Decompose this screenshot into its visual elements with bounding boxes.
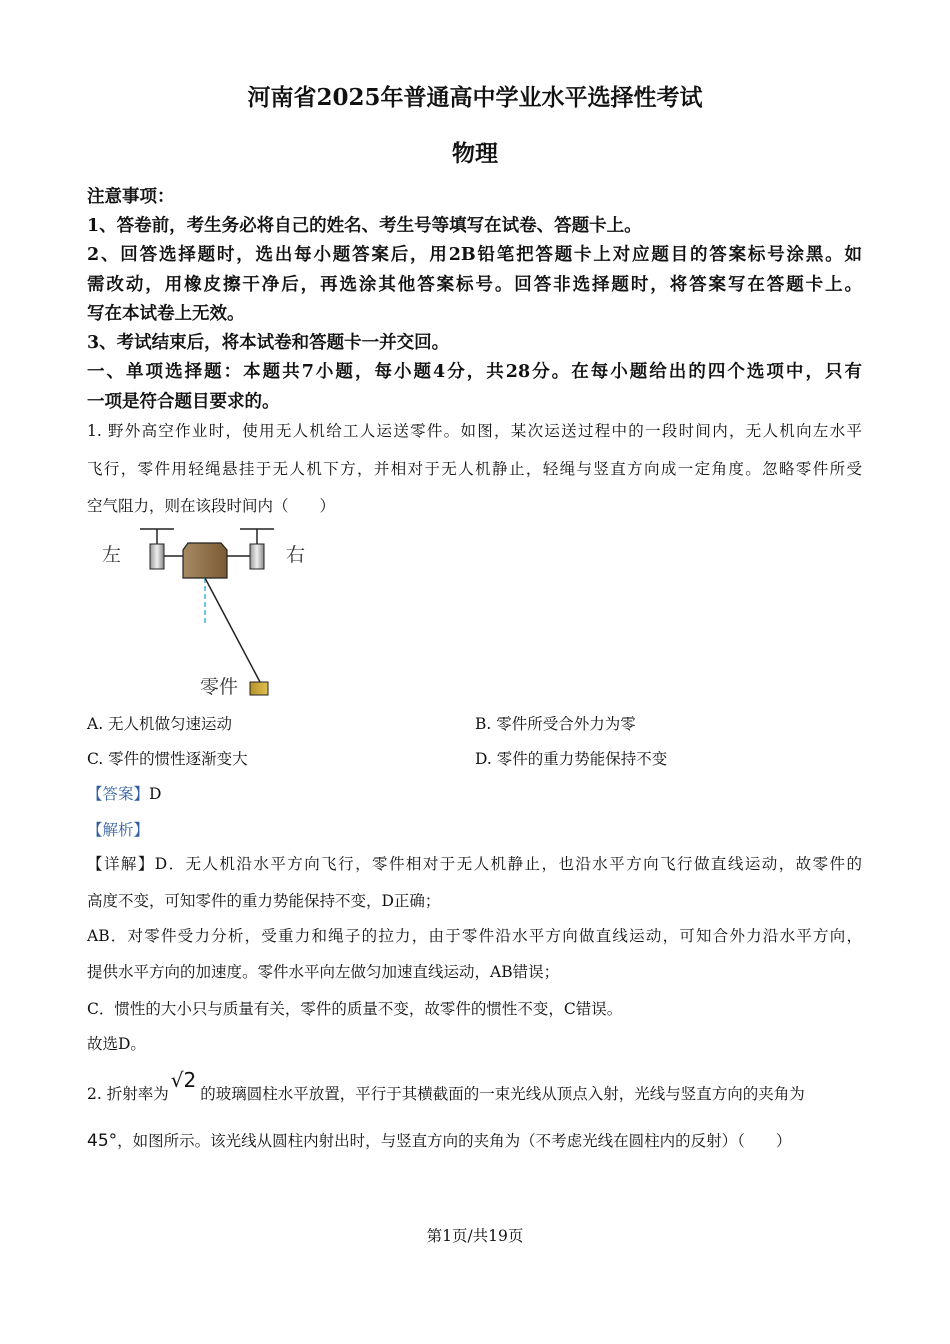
sqrt2: √2	[170, 1068, 197, 1092]
detail-tag: 【详解】	[87, 855, 155, 873]
option-a: A. 无人机做匀速运动	[87, 715, 233, 733]
notice-line: 写在本试卷上无效。	[87, 304, 245, 324]
q2-text: 2. 折射率为	[87, 1085, 169, 1103]
q2-text: ，如图所示。该光线从圆柱内射出时，与竖直方向的夹角为（不考虑光线在圆柱内的反射）（ ）	[117, 1132, 792, 1150]
analysis-tag: 【解析】	[87, 821, 150, 839]
q1-stem: 空气阻力，则在该段时间内（ ）	[87, 497, 336, 515]
section-heading: 一项是符合题目要求的。	[87, 392, 280, 412]
label-left: 左	[102, 544, 122, 566]
detail-line: AB．对零件受力分析，受重力和绳子的拉力，由于零件沿水平方向做直线运动，可知合外力沿水平方向，	[87, 927, 862, 945]
notice-heading: 注意事项：	[87, 187, 175, 207]
q1-stem: 飞行，零件用轻绳悬挂于无人机下方，并相对于无人机静止，轻绳与竖直方向成一定角度。忽略零件所受	[87, 460, 862, 478]
detail-line: 提供水平方向的加速度。零件水平向左做匀加速直线运动，AB错误；	[87, 963, 560, 981]
rope	[205, 578, 260, 682]
answer-value: D	[149, 785, 162, 803]
q2-stem	[87, 1068, 862, 1106]
subject-title: 物理	[452, 140, 498, 167]
detail-line	[87, 852, 862, 876]
q2-text: 的玻璃圆柱水平放置，平行于其横截面的一束光线从顶点入射，光线与竖直方向的夹角为	[200, 1085, 805, 1103]
label-right: 右	[286, 544, 306, 566]
q2-stem	[87, 1129, 862, 1153]
detail-line: C．惯性的大小只与质量有关，零件的质量不变，故零件的惯性不变，C错误。	[87, 1000, 623, 1018]
q1-stem: 1. 野外高空作业时，使用无人机给工人运送零件。如图，某次运送过程中的一段时间内，无人机向左水平	[87, 422, 862, 440]
detail-text: D．无人机沿水平方向飞行，零件相对于无人机静止，也沿水平方向飞行做直线运动，故零件的	[154, 855, 862, 873]
notice-line: 3、考试结束后，将本试卷和答题卡一并交回。	[87, 333, 450, 353]
detail-line: 高度不变，可知零件的重力势能保持不变，D正确；	[87, 892, 441, 910]
angle-45: 45°	[87, 1131, 118, 1151]
drone-figure	[80, 520, 330, 700]
answer-line	[87, 782, 862, 806]
section-heading: 一、单项选择题：本题共7小题，每小题4分，共28分。在每小题给出的四个选项中，只有	[87, 362, 862, 382]
option-b: B. 零件所受合外力为零	[475, 715, 636, 733]
notice-line: 2、回答选择题时，选出每小题答案后，用2B铅笔把答题卡上对应题目的答案标号涂黑。如	[87, 245, 862, 265]
label-part: 零件	[200, 676, 239, 698]
page-footer: 第1页/共19页	[426, 1227, 524, 1245]
detail-line: 故选D。	[87, 1035, 146, 1053]
notice-line: 1、答卷前，考生务必将自己的姓名、考生号等填写在试卷、答题卡上。	[87, 216, 642, 236]
exam-title: 河南省2025年普通高中学业水平选择性考试	[247, 84, 703, 111]
option-c: C. 零件的惯性逐渐变大	[87, 750, 248, 768]
answer-tag: 【答案】	[87, 785, 150, 803]
notice-line: 需改动，用橡皮擦干净后，再选涂其他答案标号。回答非选择题时，将答案写在答题卡上。	[87, 275, 862, 295]
option-d: D. 零件的重力势能保持不变	[475, 750, 668, 768]
